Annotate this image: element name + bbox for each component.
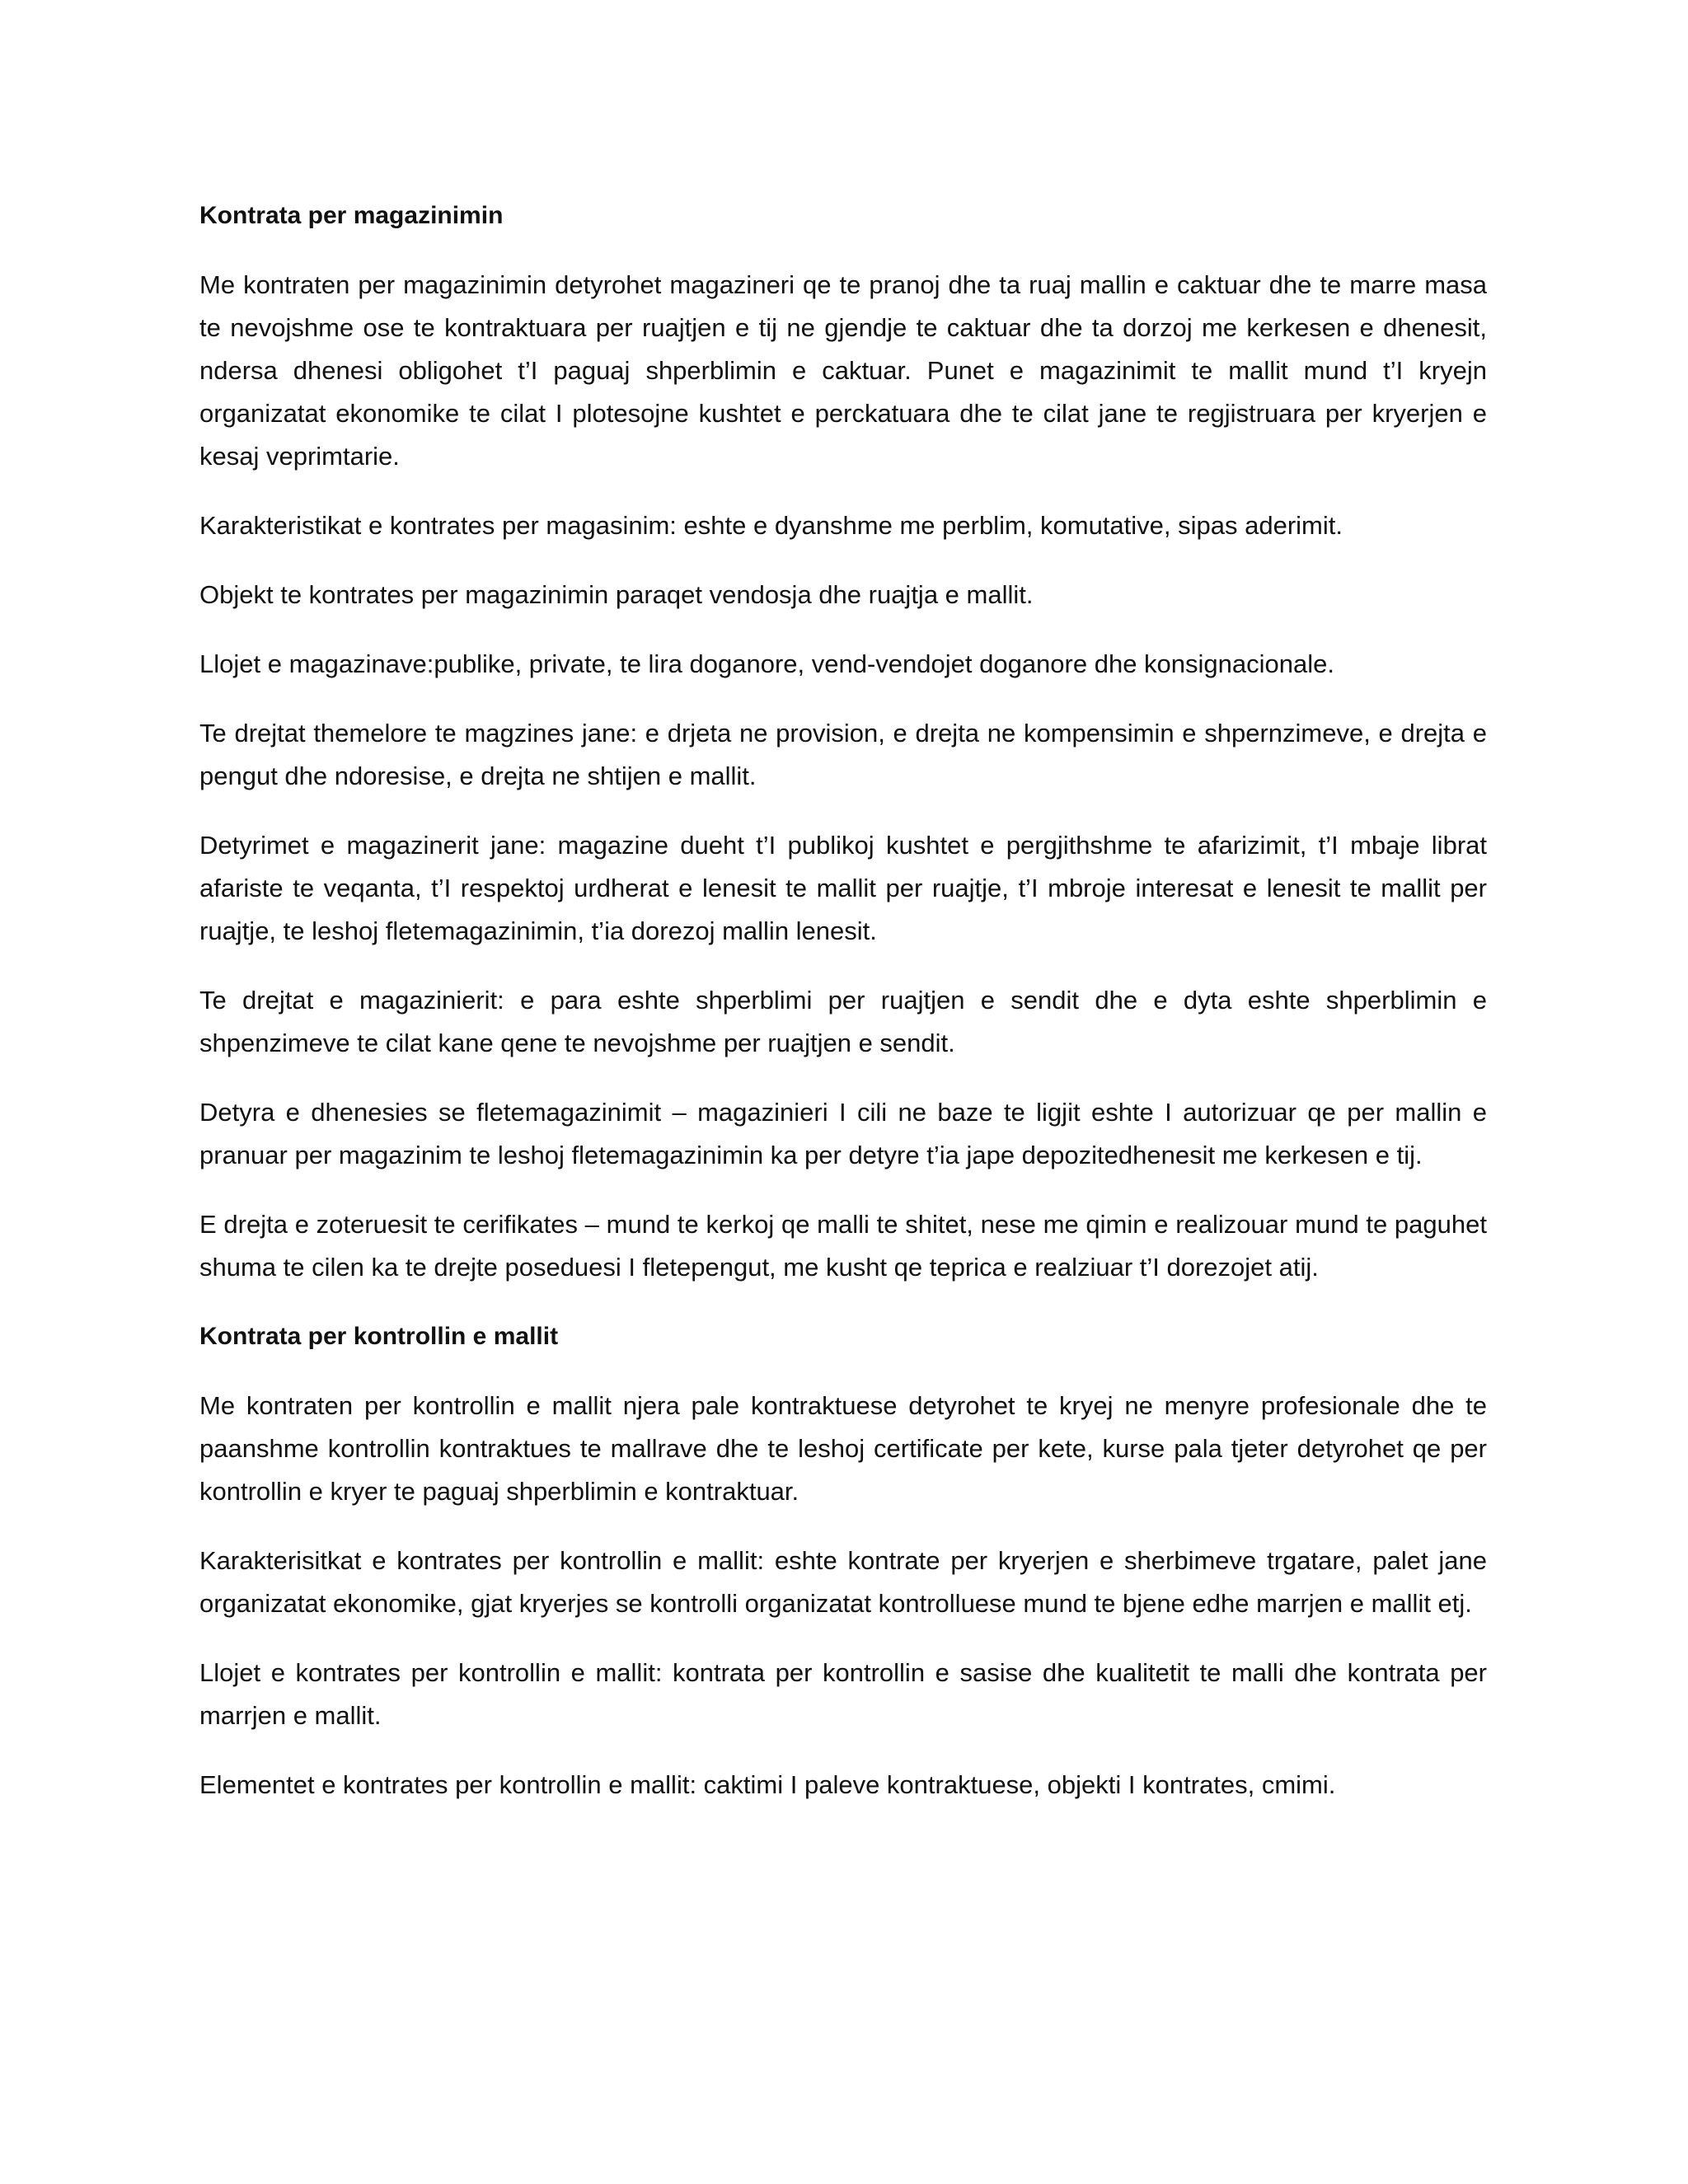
paragraph: Te drejtat themelore te magzines jane: e drjeta ne provision, e drejta ne kompensimin e shpernzimeve, e drejta e pengut dhe ndoresise, e drejta ne shtijen e mallit. [199,719,1487,790]
paragraph: Karakterisitkat e kontrates per kontrollin e mallit: eshte kontrate per kryerjen e sherbimeve trgatare, palet jane organizatat ekonomike, gjat kryerjes se kontrolli organizatat kontrolluese mund te bjene edhe marrjen e mallit etj. [199,1546,1487,1618]
paragraph: Detyra e dhenesies se fletemagazinimit – magazinieri I cili ne baze te ligjit eshte I autorizuar qe per mallin e pranuar per magazinim te leshoj fletemagazinimin ka per detyre t’ia jape depozitedhenesit me kerkesen e tij. [199,1098,1487,1169]
paragraph: Llojet e kontrates per kontrollin e mallit: kontrata per kontrollin e sasise dhe kualitetit te malli dhe kontrata per marrjen e mallit. [199,1658,1487,1730]
section-heading-kontrolli: Kontrata per kontrollin e mallit [199,1323,559,1350]
paragraph: E drejta e zoteruesit te cerifikates – mund te kerkoj qe malli te shitet, nese me qimin e realizouar mund te paguhet shuma te cilen ka te drejte poseduesi I fletepengut, me kusht qe teprica e realziuar t’I dorezojet atij. [199,1210,1487,1282]
document-page [199,194,1487,1833]
paragraph: Llojet e magazinave:publike, private, te lira doganore, vend-vendojet doganore dhe konsignacionale. [199,649,1334,678]
paragraph: Me kontraten per kontrollin e mallit njera pale kontraktuese detyrohet te kryej ne menyre profesionale dhe te paanshme kontrollin kontraktues te mallrave dhe te leshoj certificate per kete, kurse pala tjeter detyrohet qe per kontrollin e kryer te paguaj shperblimin e kontraktuar. [199,1391,1487,1506]
paragraph: Objekt te kontrates per magazinimin paraqet vendosja dhe ruajtja e mallit. [199,580,1034,609]
section-heading-magazinimi: Kontrata per magazinimin [199,202,504,229]
paragraph: Karakteristikat e kontrates per magasinim: eshte e dyanshme me perblim, komutative, sipas aderimit. [199,511,1343,540]
paragraph: Te drejtat e magazinierit: e para eshte shperblimi per ruajtjen e sendit dhe e dyta eshte shperblimin e shpenzimeve te cilat kane qene te nevojshme per ruajtjen e sendit. [199,986,1487,1057]
paragraph: Me kontraten per magazinimin detyrohet magazineri qe te pranoj dhe ta ruaj mallin e caktuar dhe te marre masa te nevojshme ose te kontraktuara per ruajtjen e tij ne gjendje te caktuar dhe ta dorzoj me kerkesen e dhenesit, ndersa dhenesi obligohet t’I paguaj shperblimin e caktuar. Punet e magazinimit te mallit mund t’I kryejn organizatat ekonomike te cilat I plotesojne kushtet e perckatuara dhe te cilat jane te regjistruara per kryerjen e kesaj veprimtarie. [199,270,1487,471]
paragraph: Detyrimet e magazinerit jane: magazine dueht t’I publikoj kushtet e pergjithshme te afarizimit, t’I mbaje librat afariste te veqanta, t’I respektoj urdherat e lenesit te mallit per ruajtje, t’I mbroje interesat e lenesit te mallit per ruajtje, te leshoj fletemagazinimin, t’ia dorezoj mallin lenesit. [199,831,1487,945]
paragraph: Elementet e kontrates per kontrollin e mallit: caktimi I paleve kontraktuese, objekti I kontrates, cmimi. [199,1770,1336,1799]
